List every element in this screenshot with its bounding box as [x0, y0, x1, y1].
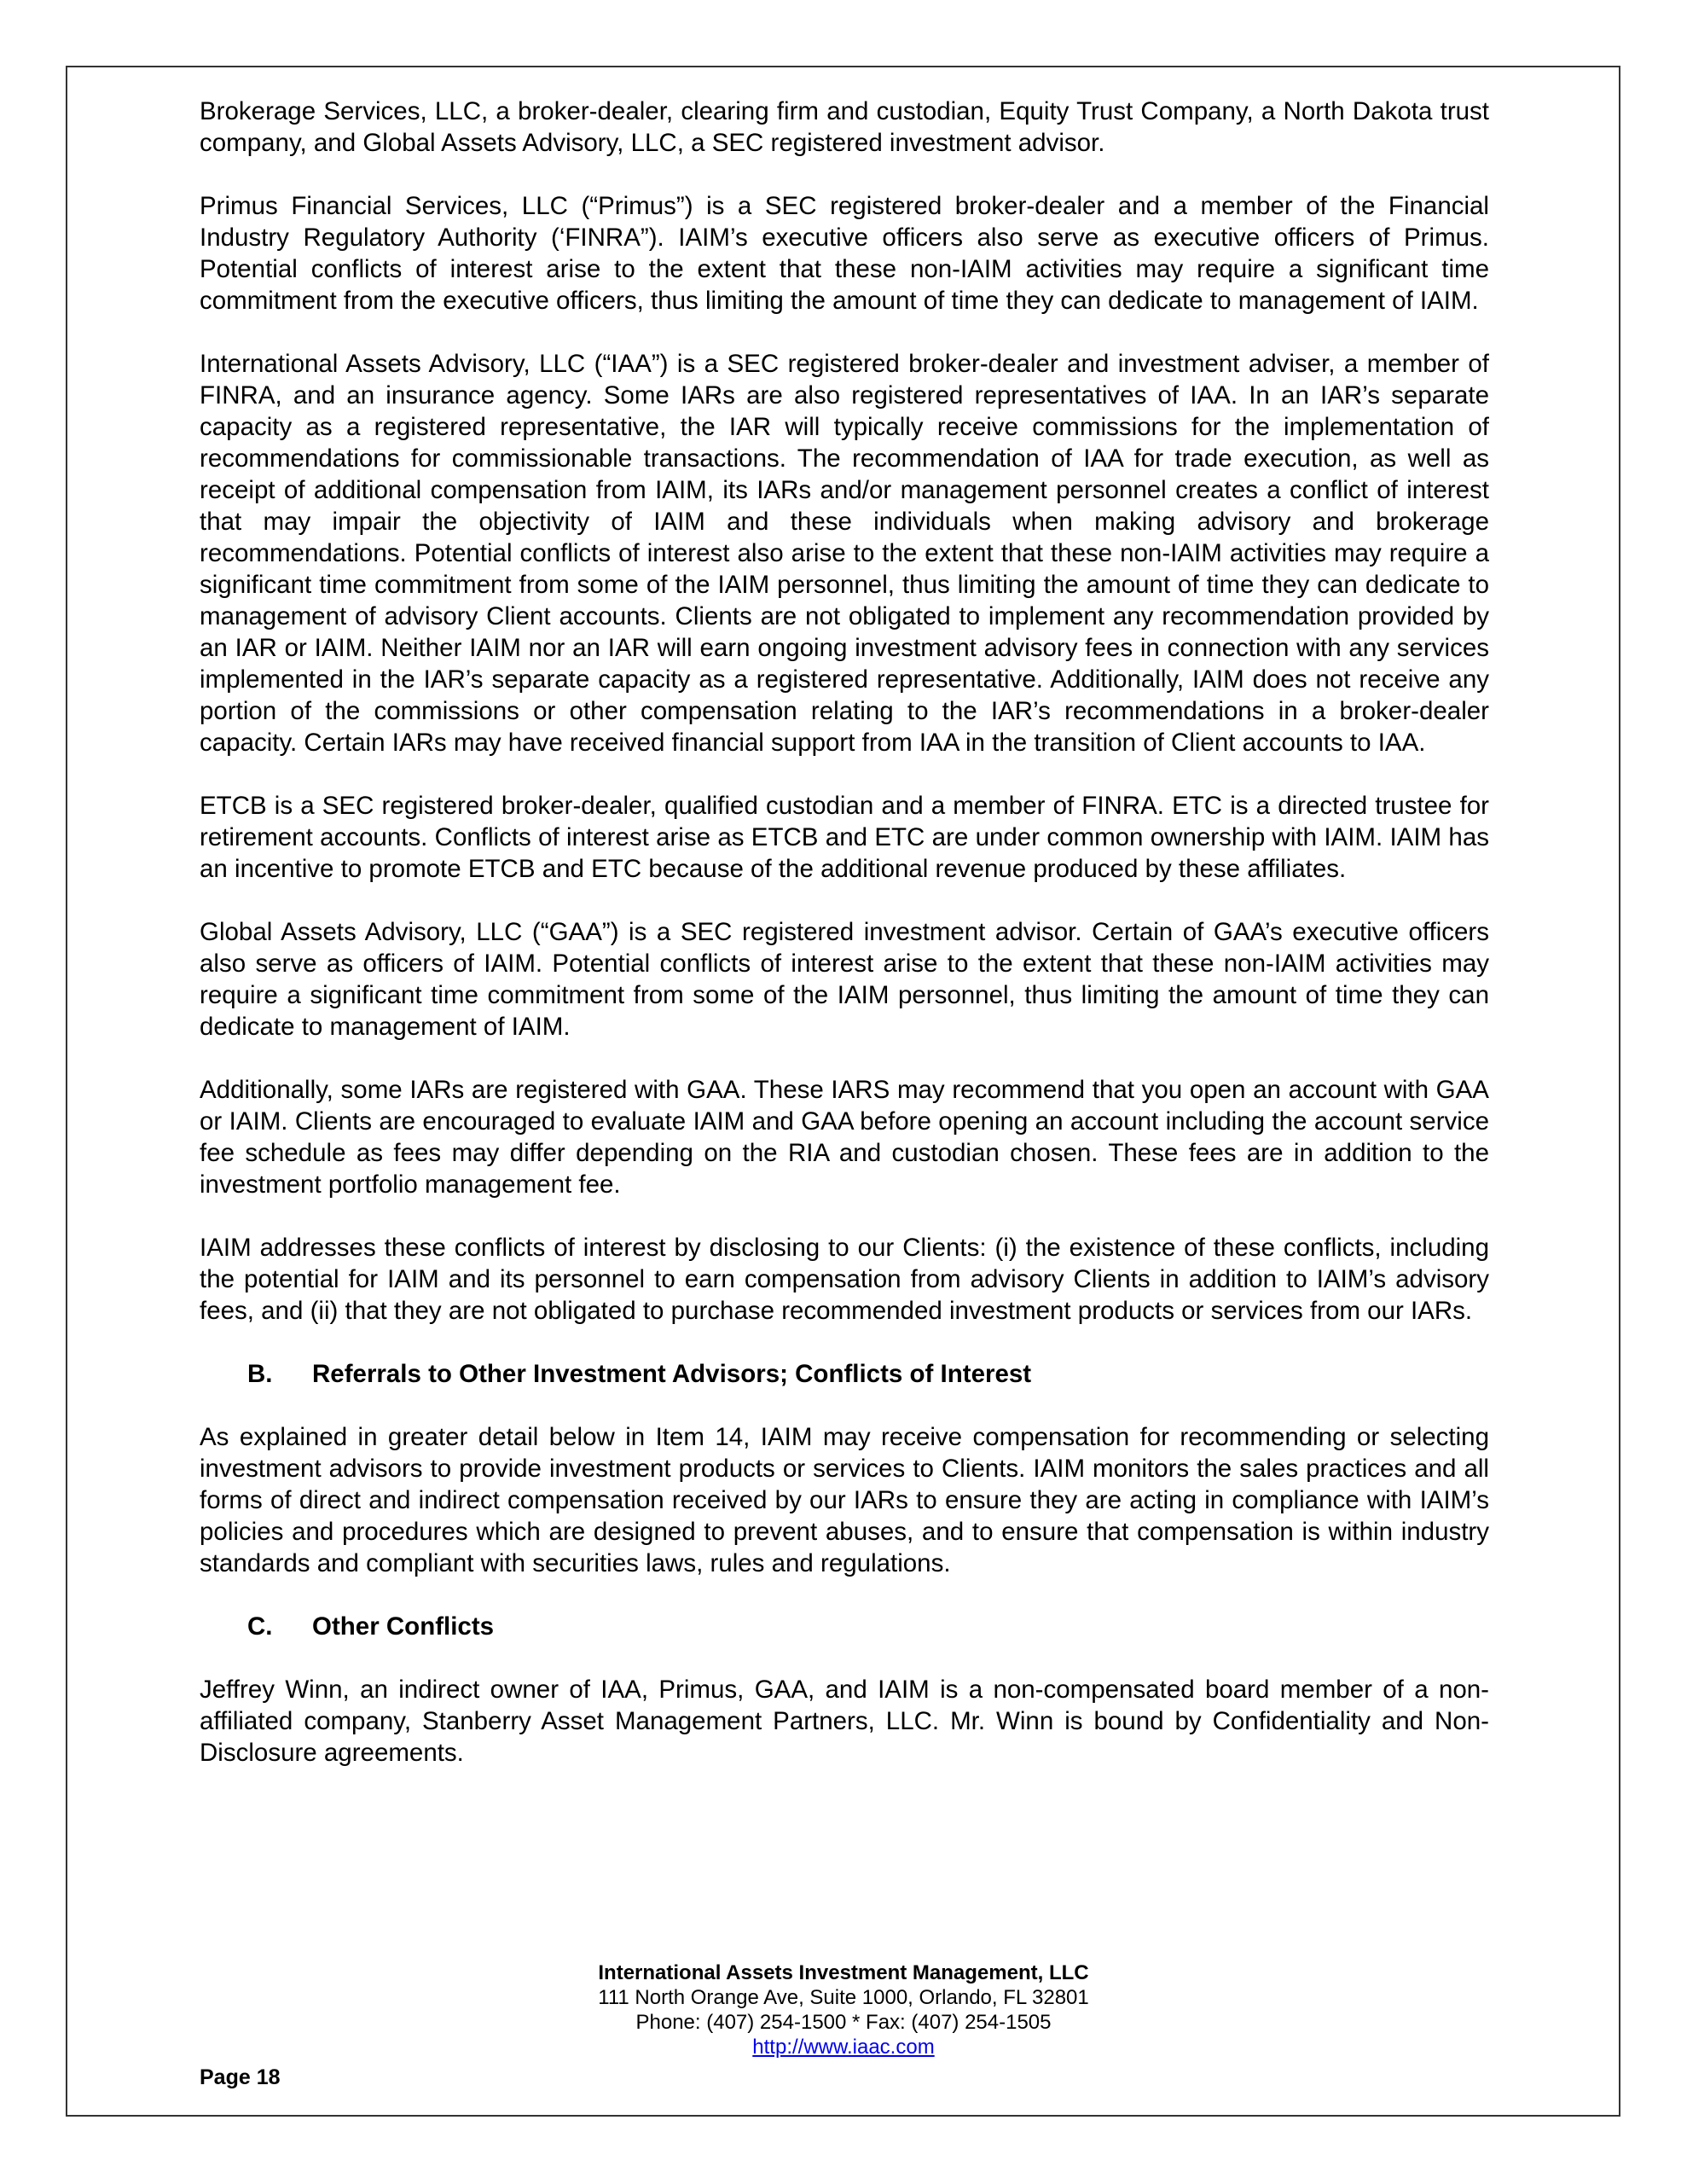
page-number: Page 18 [200, 2065, 281, 2089]
footer-company-name: International Assets Investment Management, LLC [598, 1961, 1089, 1984]
paragraph-brokerage-services: Brokerage Services, LLC, a broker-dealer, clearing firm and custodian, Equity Trust Company, a North Dakota trust company, and Global Assets Advisory, LLC, a SEC registered investment advisor. [200, 97, 1489, 157]
paragraph-conflict-disclosure: IAIM addresses these conflicts of interest by disclosing to our Clients: (i) the existence of these conflicts, including the potential for IAIM and its personnel to earn compensation from advisory Clients in addition to IAIM’s advisory fees, and (ii) that they are not obligated to purchase recommended investment products or services from our IARs. [200, 1234, 1489, 1325]
footer-website-link[interactable]: http://www.iaac.com [752, 2036, 935, 2059]
section-c-title: Other Conflicts [312, 1612, 495, 1641]
paragraph-iaa: International Assets Advisory, LLC (“IAA”) is a SEC registered broker-dealer and investment adviser, a member of FINRA, and an insurance agency. Some IARs are also registered representatives of IAA. In an IAR’s separate capacity as a registered representative, the IAR will typically receive commissions for the implementation of recommendations for commissionable transactions. The recommendation of IAA for trade execution, as well as receipt of additional compensation from IAIM, its IARs and/or management personnel creates a conflict of interest that may impair the objectivity of IAIM and these individuals when making advisory and brokerage recommendations. Potential conflicts of interest also arise to the extent that these non-IAIM activities may require a significant time commitment from some of the IAIM personnel, thus limiting the amount of time they can dedicate to management of advisory Client accounts. Clients are not obligated to implement any recommendation provided by an IAR or IAIM. Neither IAIM nor an IAR will earn ongoing investment advisory fees in connection with any services implemented in the IAR’s separate capacity as a registered representative. Additionally, IAIM does not receive any portion of the commissions or other compensation relating to the IAR’s recommendations in a broker-dealer capacity. Certain IARs may have received financial support from IAA in the transition of Client accounts to IAA. [200, 350, 1489, 757]
section-b-heading [200, 1358, 1489, 1390]
section-c-heading [200, 1611, 1489, 1642]
paragraph-gaa: Global Assets Advisory, LLC (“GAA”) is a SEC registered investment advisor. Certain of GAA’s executive officers also serve as officers of IAIM. Potential conflicts of interest arise to the extent that these non-IAIM activities may require a significant time commitment from some of the IAIM personnel, thus limiting the amount of time they can dedicate to management of IAIM. [200, 918, 1489, 1041]
paragraph-other-conflicts: Jeffrey Winn, an indirect owner of IAA, Primus, GAA, and IAIM is a non-compensated board member of a non-affiliated company, Stanberry Asset Management Partners, LLC. Mr. Winn is bound by Confidentiality and Non-Disclosure agreements. [200, 1676, 1489, 1767]
paragraph-referrals: As explained in greater detail below in Item 14, IAIM may receive compensation for recommending or selecting investment advisors to provide investment products or services to Clients. IAIM monitors the sales practices and all forms of direct and indirect compensation received by our IARs to ensure they are acting in compliance with IAIM’s policies and procedures which are designed to prevent abuses, and to ensure that compensation is within industry standards and compliant with securities laws, rules and regulations. [200, 1423, 1489, 1577]
footer-address: 111 North Orange Ave, Suite 1000, Orlando, FL 32801 [598, 1986, 1089, 2009]
footer-phone-fax: Phone: (407) 254-1500 * Fax: (407) 254-1505 [635, 2011, 1052, 2034]
section-b-letter: B. [247, 1360, 273, 1388]
paragraph-gaa-registration: Additionally, some IARs are registered with GAA. These IARS may recommend that you open an account with GAA or IAIM. Clients are encouraged to evaluate IAIM and GAA before opening an account including the account service fee schedule as fees may differ depending on the RIA and custodian chosen. These fees are in addition to the investment portfolio management fee. [200, 1076, 1489, 1199]
paragraph-primus: Primus Financial Services, LLC (“Primus”) is a SEC registered broker-dealer and a member of the Financial Industry Regulatory Authority (‘FINRA”). IAIM’s executive officers also serve as executive officers of Primus. Potential conflicts of interest arise to the extent that these non-IAIM activities may require a significant time commitment from the executive officers, thus limiting the amount of time they can dedicate to management of IAIM. [200, 192, 1489, 315]
page-footer [0, 1960, 1687, 2059]
section-b-title: Referrals to Other Investment Advisors; Conflicts of Interest [312, 1360, 1032, 1388]
paragraph-etcb: ETCB is a SEC registered broker-dealer, qualified custodian and a member of FINRA. ETC is a directed trustee for retirement accounts. Conflicts of interest arise as ETCB and ETC are under common ownership with IAIM. IAIM has an incentive to promote ETCB and ETC because of the additional revenue produced by these affiliates. [200, 792, 1489, 883]
document-body [200, 96, 1489, 1800]
section-c-letter: C. [247, 1612, 273, 1641]
